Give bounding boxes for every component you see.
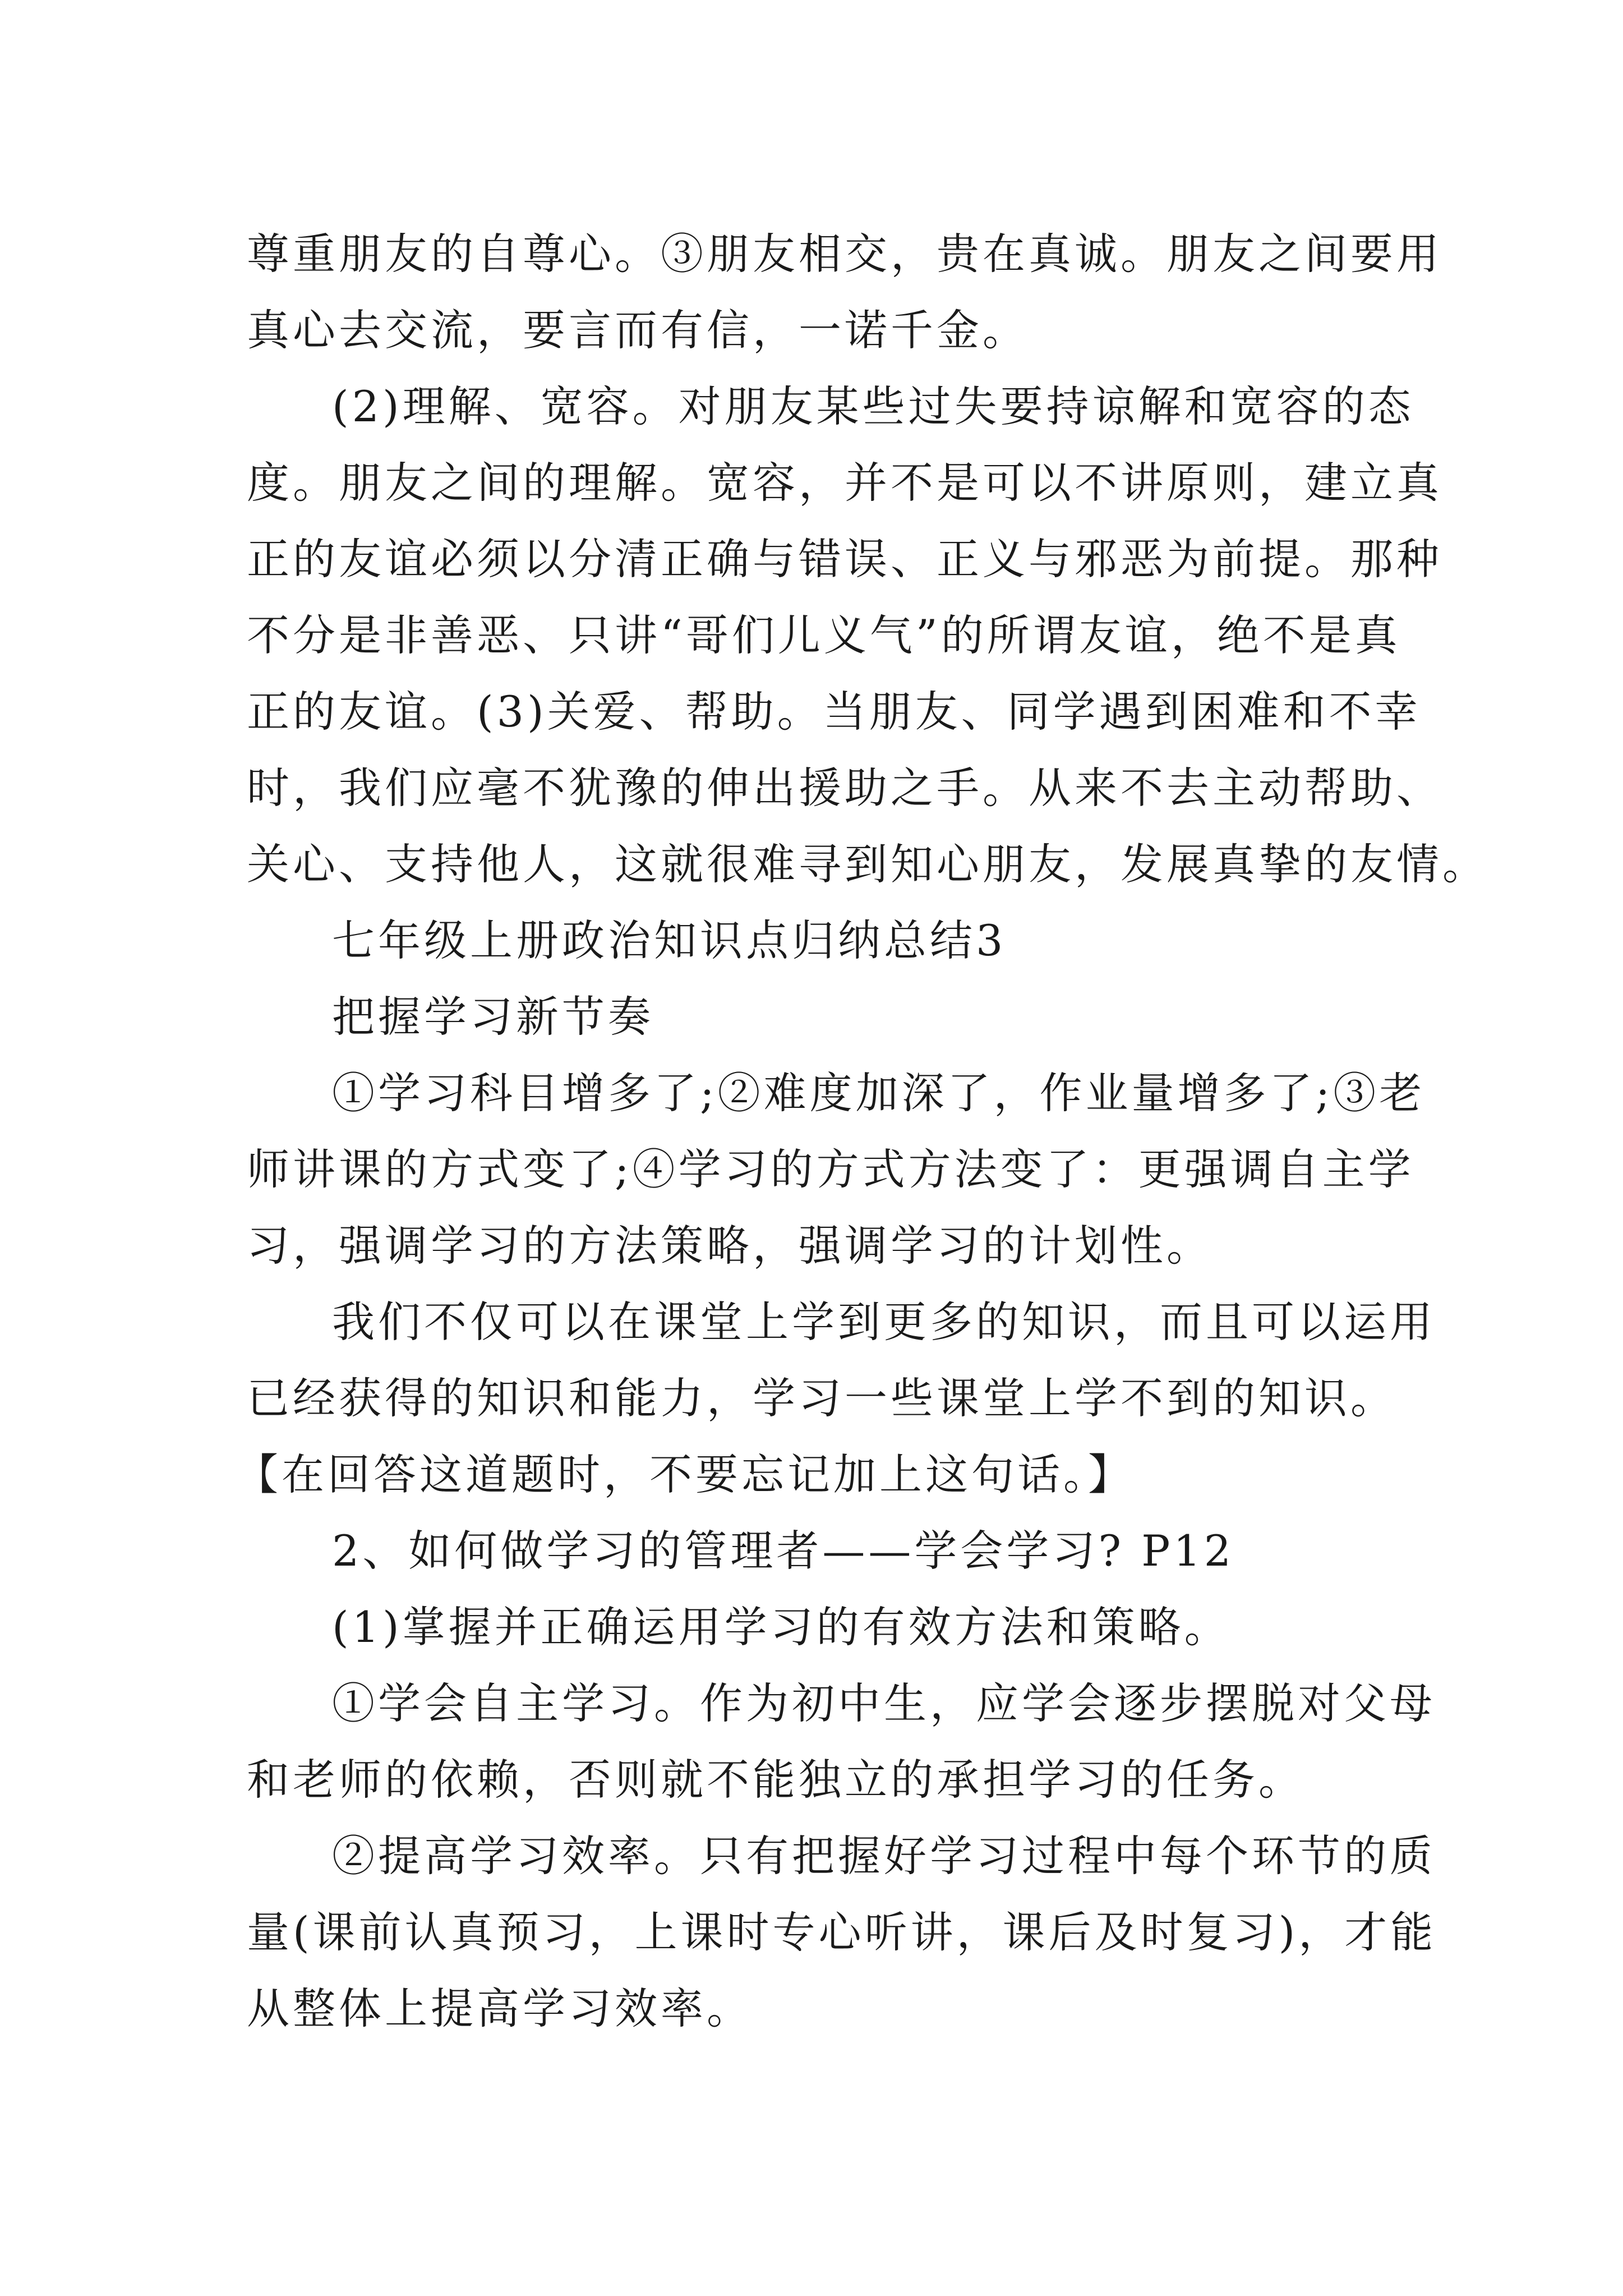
text-line: 尊重朋友的自尊心。③朋友相交，贵在真诚。朋友之间要用 xyxy=(247,229,1442,279)
text-line: 正的友谊必须以分清正确与错误、正义与邪恶为前提。那种 xyxy=(247,534,1442,584)
text-line: ①学会自主学习。作为初中生，应学会逐步摆脱对父母 xyxy=(332,1678,1436,1728)
text-line: 真心去交流，要言而有信，一诺千金。 xyxy=(247,305,1029,355)
text-line: 师讲课的方式变了;④学习的方式方法变了：更强调自主学 xyxy=(247,1144,1414,1194)
question-heading: 2、如何做学习的管理者——学会学习? P12 xyxy=(332,1526,1235,1576)
text-line: (2)理解、宽容。对朋友某些过失要持谅解和宽容的态 xyxy=(332,381,1414,431)
text-line: 从整体上提高学习效率。 xyxy=(247,1984,753,2033)
section-heading: 七年级上册政治知识点归纳总结3 xyxy=(332,915,1007,965)
document-body xyxy=(236,216,1488,2047)
text-line: 习，强调学习的方法策略，强调学习的计划性。 xyxy=(247,1221,1212,1271)
text-line: 量(课前认真预习，上课时专心听讲，课后及时复习)，才能 xyxy=(247,1907,1437,1957)
note-line: 【在回答这道题时，不要忘记加上这句话。】 xyxy=(236,1450,1134,1499)
subsection-heading: 把握学习新节奏 xyxy=(332,992,654,1042)
text-line: 不分是非善恶、只讲“哥们儿义气”的所谓友谊，绝不是真 xyxy=(247,610,1401,660)
text-line: (1)掌握并正确运用学习的有效方法和策略。 xyxy=(332,1602,1230,1652)
text-line: ①学习科目增多了;②难度加深了，作业量增多了;③老 xyxy=(332,1068,1426,1118)
text-line: 时，我们应毫不犹豫的伸出援助之手。从来不去主动帮助、 xyxy=(247,763,1442,813)
text-line: 我们不仅可以在课堂上学到更多的知识，而且可以运用 xyxy=(332,1297,1436,1347)
text-line: 度。朋友之间的理解。宽容，并不是可以不讲原则，建立真 xyxy=(247,458,1442,508)
text-line: ②提高学习效率。只有把握好学习过程中每个环节的质 xyxy=(332,1831,1436,1881)
text-line: 正的友谊。(3)关爱、帮助。当朋友、同学遇到困难和不幸 xyxy=(247,687,1421,737)
text-line: 和老师的依赖，否则就不能独立的承担学习的任务。 xyxy=(247,1755,1304,1805)
text-line: 关心、支持他人，这就很难寻到知心朋友，发展真挚的友情。 xyxy=(247,839,1488,889)
text-line: 已经获得的知识和能力，学习一些课堂上学不到的知识。 xyxy=(247,1373,1396,1423)
